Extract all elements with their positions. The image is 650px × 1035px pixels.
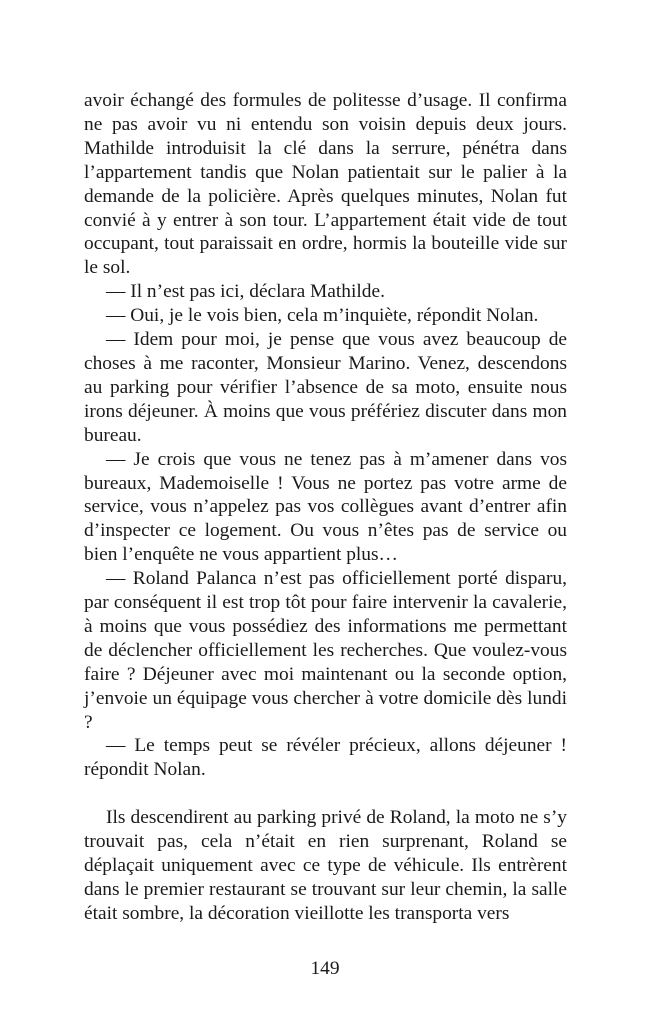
- dialogue-line: — Je crois que vous ne tenez pas à m’amener dans vos bureaux, Mademoiselle ! Vous ne portez pas votre arme de service, vous n’appelez pas vos collègues avant d’entrer afin d’inspecter ce logement. Ou vous n’êtes pas de service ou bien l’enquête ne vous appartient plus…: [84, 448, 567, 566]
- page-body: [84, 89, 567, 926]
- dialogue-line: — Il n’est pas ici, déclara Mathilde.: [106, 281, 385, 303]
- page-number: 149: [310, 958, 340, 979]
- dialogue-line: — Roland Palanca n’est pas officiellement porté disparu, par conséquent il est trop tôt pour faire intervenir la cavalerie, à moins que vous possédiez des informations me permettant de déclencher officiellement les recherches. Que voulez-vous faire ? Déjeuner avec moi maintenant ou la seconde option, j’envoie un équipage vous chercher à votre domicile dès lundi ?: [84, 568, 567, 733]
- dialogue-line: — Idem pour moi, je pense que vous avez beaucoup de choses à me raconter, Monsieur Marino. Venez, descendons au parking pour vérifier l’absence de sa moto, ensuite nous irons déjeuner. À moins que vous préfériez discuter dans mon bureau.: [84, 329, 567, 446]
- dialogue-line: — Oui, je le vois bien, cela m’inquiète, répondit Nolan.: [106, 305, 539, 327]
- dialogue-line: — Le temps peut se révéler précieux, allons déjeuner ! répondit Nolan.: [84, 735, 567, 781]
- paragraph: avoir échangé des formules de politesse d’usage. Il confirma ne pas avoir vu ni entendu son voisin depuis deux jours. Mathilde introduisit la clé dans la serrure, pénétra dans l’appartement tandis que Nolan patientait sur le palier à la demande de la policière. Après quelques minutes, Nolan fut convié à y entrer à son tour. L’appartement était vide de tout occupant, tout paraissait en ordre, hormis la bouteille vide sur le sol.: [84, 90, 567, 279]
- paragraph: Ils descendirent au parking privé de Roland, la moto ne s’y trouvait pas, cela n’était en rien surprenant, Roland se déplaçait uniquement avec ce type de véhicule. Ils entrèrent dans le premier restaurant se trouvant sur leur chemin, la salle était sombre, la décoration vieillotte les transporta vers: [84, 807, 567, 924]
